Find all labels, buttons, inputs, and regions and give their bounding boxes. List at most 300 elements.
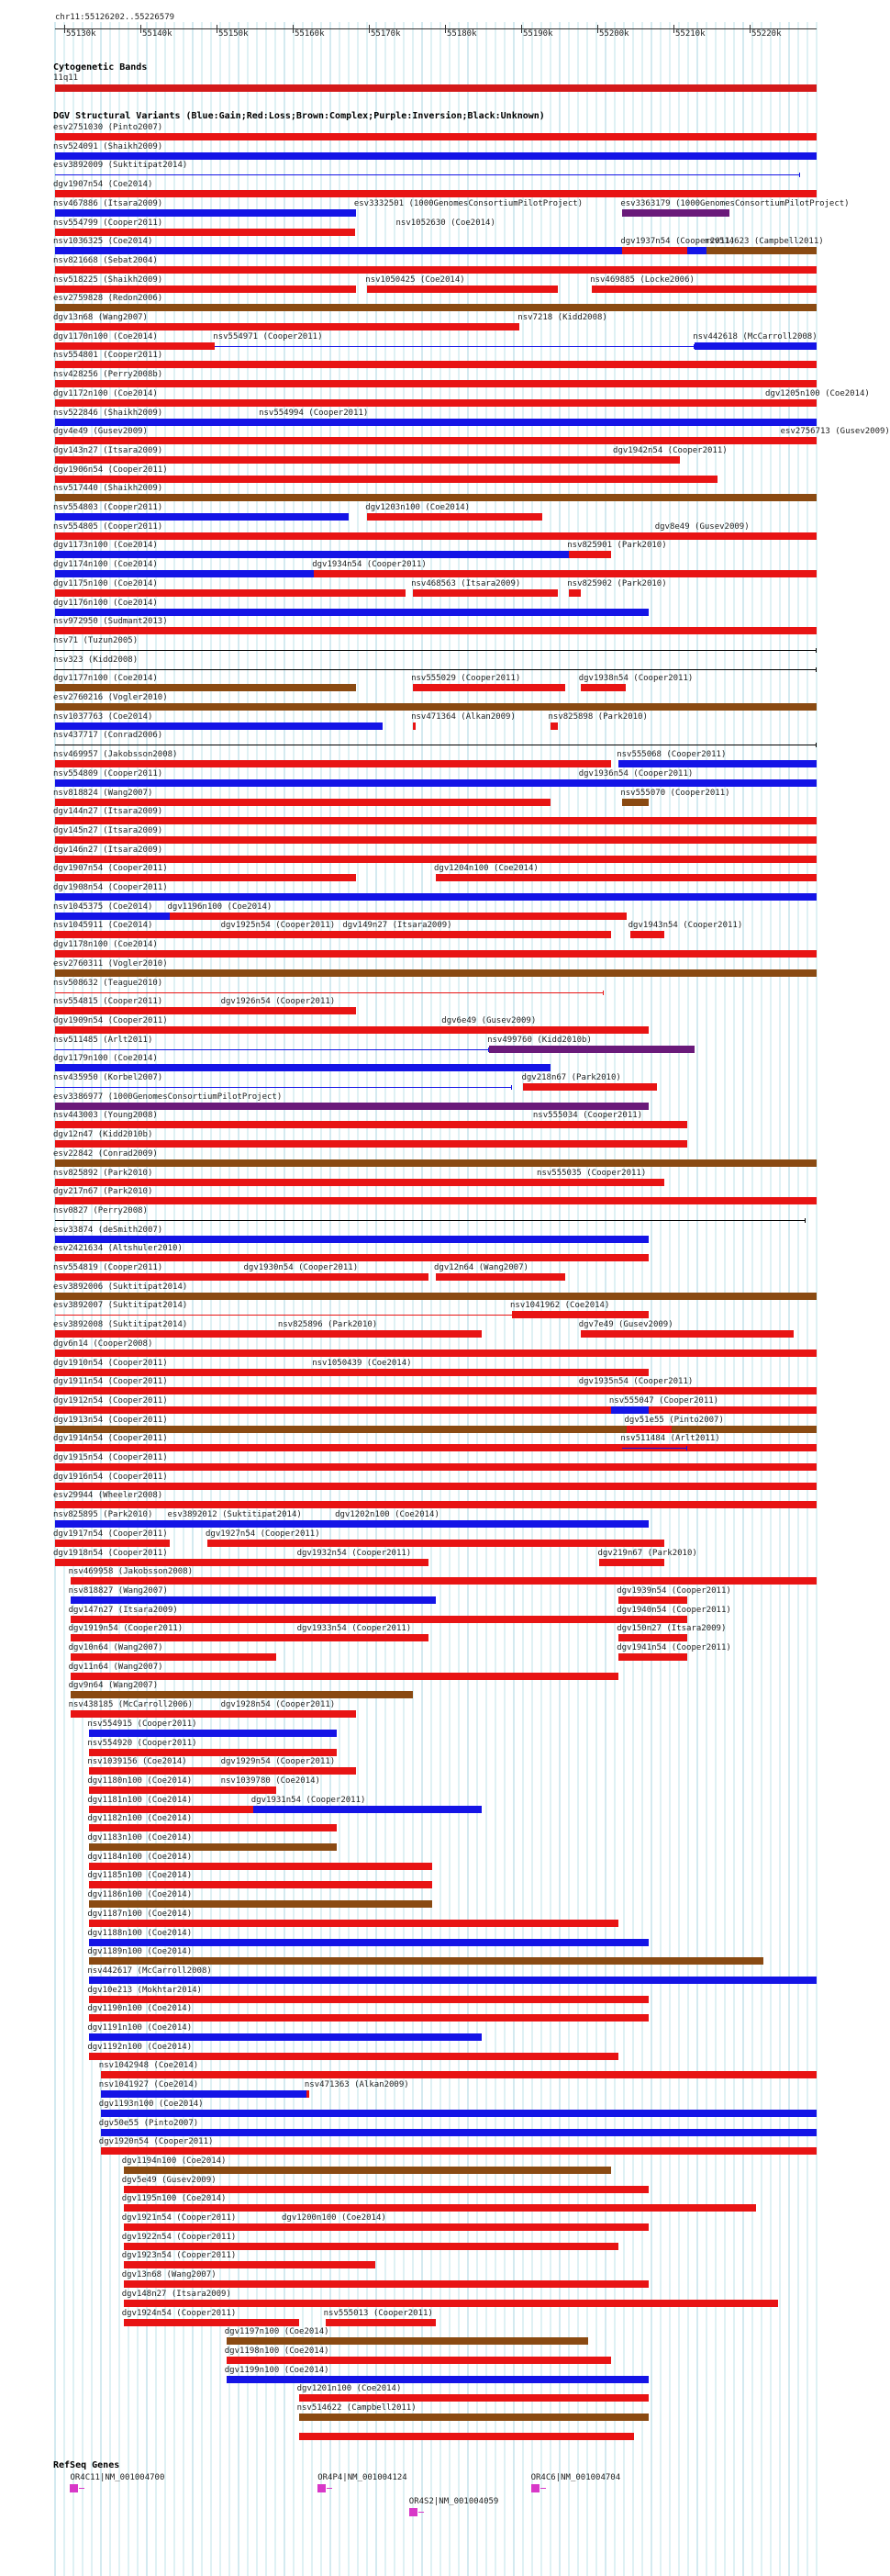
variant-label[interactable]: dgv1176n100 (Coe2014) bbox=[53, 598, 158, 608]
variant-label[interactable]: nsv972950 (Sudmant2013) bbox=[53, 617, 168, 627]
variant-bar[interactable] bbox=[55, 1520, 170, 1528]
variant-label[interactable]: nsv825901 (Park2010) bbox=[567, 541, 667, 551]
variant-label[interactable]: nsv511485 (Arlt2011) bbox=[53, 1035, 153, 1045]
variant-bar[interactable] bbox=[55, 551, 573, 558]
variant-label[interactable]: nsv437717 (Conrad2006) bbox=[53, 731, 163, 741]
variant-bar[interactable] bbox=[314, 570, 817, 577]
variant-bar[interactable] bbox=[55, 799, 551, 806]
variant-label[interactable]: dgv1199n100 (Coe2014) bbox=[224, 2365, 329, 2375]
variant-label[interactable]: nsv428256 (Perry2008b) bbox=[53, 370, 163, 380]
variant-label[interactable]: nsv514623 (Campbell2011) bbox=[704, 237, 824, 247]
variant-bar[interactable] bbox=[223, 1007, 356, 1014]
variant-label[interactable]: esv3892012 (Suktitipat2014) bbox=[167, 1510, 302, 1520]
variant-bar[interactable] bbox=[89, 1920, 618, 1927]
variant-label[interactable]: esv2421634 (Altshuler2010) bbox=[53, 1244, 183, 1254]
variant-label[interactable]: nsv555029 (Cooper2011) bbox=[411, 674, 521, 684]
variant-label[interactable]: nsv818824 (Wang2007) bbox=[53, 788, 153, 798]
variant-bar[interactable] bbox=[627, 1426, 673, 1433]
variant-label[interactable]: dgv1202n100 (Coe2014) bbox=[335, 1510, 439, 1520]
variant-bar[interactable] bbox=[170, 1520, 338, 1528]
variant-label[interactable]: dgv12n47 (Kidd2010b) bbox=[53, 1130, 153, 1140]
variant-label[interactable]: dgv1906n54 (Cooper2011) bbox=[53, 465, 168, 475]
variant-label[interactable]: nsv468563 (Itsara2009) bbox=[411, 578, 521, 588]
variant-label[interactable]: dgv1177n100 (Coe2014) bbox=[53, 674, 158, 684]
variant-bar[interactable] bbox=[618, 1653, 687, 1661]
variant-label[interactable]: dgv1180n100 (Coe2014) bbox=[87, 1775, 193, 1786]
gene-exon[interactable] bbox=[409, 2508, 417, 2516]
variant-bar[interactable] bbox=[592, 286, 817, 293]
variant-label[interactable]: dgv1916n54 (Cooper2011) bbox=[53, 1472, 168, 1482]
variant-label[interactable]: dgv1172n100 (Coe2014) bbox=[53, 388, 158, 398]
variant-bar[interactable] bbox=[55, 304, 817, 311]
variant-label[interactable]: esv3892009 (Suktitipat2014) bbox=[53, 161, 188, 171]
variant-label[interactable]: esv33874 (deSmith2007) bbox=[53, 1225, 163, 1235]
variant-label[interactable]: esv2760311 (Vogler2010) bbox=[53, 958, 168, 969]
variant-bar[interactable] bbox=[539, 1179, 657, 1186]
variant-bar[interactable] bbox=[618, 760, 817, 767]
variant-label[interactable]: nsv1039780 (Coe2014) bbox=[220, 1775, 320, 1786]
variant-bar[interactable] bbox=[89, 1786, 222, 1794]
variant-label[interactable]: dgv1914n54 (Cooper2011) bbox=[53, 1434, 168, 1444]
variant-bar[interactable] bbox=[55, 1463, 817, 1471]
variant-label[interactable]: nsv1041962 (Coe2014) bbox=[510, 1301, 610, 1311]
variant-label[interactable]: nsv435950 (Korbel2007) bbox=[53, 1073, 163, 1082]
variant-bar[interactable] bbox=[89, 2033, 481, 2041]
variant-line[interactable] bbox=[55, 1087, 512, 1088]
variant-bar[interactable] bbox=[55, 722, 383, 730]
variant-bar[interactable] bbox=[436, 1273, 565, 1281]
variant-bar[interactable] bbox=[124, 2300, 779, 2307]
variant-bar[interactable] bbox=[413, 589, 558, 597]
variant-bar[interactable] bbox=[55, 152, 817, 160]
variant-bar[interactable] bbox=[55, 476, 718, 483]
variant-label[interactable]: dgv1178n100 (Coe2014) bbox=[53, 940, 158, 950]
variant-label[interactable]: dgv1939n54 (Cooper2011) bbox=[617, 1585, 731, 1596]
variant-label[interactable]: dgv148n27 (Itsara2009) bbox=[121, 2289, 231, 2299]
variant-bar[interactable] bbox=[367, 286, 558, 293]
variant-bar[interactable] bbox=[55, 779, 817, 787]
variant-label[interactable]: nsv71 (Tuzun2005) bbox=[53, 635, 139, 645]
variant-label[interactable]: nsv1037763 (Coe2014) bbox=[53, 711, 153, 722]
variant-label[interactable]: dgv1907n54 (Cooper2011) bbox=[53, 864, 168, 874]
variant-label[interactable]: dgv1915n54 (Cooper2011) bbox=[53, 1453, 168, 1462]
variant-bar[interactable] bbox=[535, 1121, 650, 1128]
variant-bar[interactable] bbox=[101, 2129, 817, 2136]
variant-label[interactable]: nsv518225 (Shaikh2009) bbox=[53, 274, 163, 285]
variant-label[interactable]: nsv469958 (Jakobsson2008) bbox=[68, 1567, 194, 1577]
variant-bar[interactable] bbox=[89, 1957, 763, 1965]
variant-label[interactable]: dgv1201n100 (Coe2014) bbox=[296, 2384, 402, 2394]
variant-label[interactable]: dgv1923n54 (Cooper2011) bbox=[121, 2251, 237, 2261]
variant-label[interactable]: nsv554799 (Cooper2011) bbox=[53, 218, 163, 228]
variant-label[interactable]: esv2760216 (Vogler2010) bbox=[53, 693, 168, 702]
variant-label[interactable]: nsv323 (Kidd2008) bbox=[53, 655, 139, 665]
variant-label[interactable]: esv3892008 (Suktitipat2014) bbox=[53, 1320, 188, 1330]
variant-label[interactable]: esv3892007 (Suktitipat2014) bbox=[53, 1301, 188, 1311]
gene-exon[interactable] bbox=[70, 2484, 78, 2492]
variant-label[interactable]: nsv1039156 (Coe2014) bbox=[87, 1757, 187, 1767]
variant-bar[interactable] bbox=[55, 969, 817, 977]
variant-label[interactable]: dgv7e49 (Gusev2009) bbox=[578, 1320, 673, 1330]
variant-line[interactable] bbox=[55, 1220, 806, 1221]
variant-line[interactable] bbox=[55, 1049, 489, 1050]
variant-bar[interactable] bbox=[55, 532, 817, 540]
variant-bar[interactable] bbox=[55, 190, 817, 197]
variant-bar[interactable] bbox=[55, 1540, 170, 1547]
variant-label[interactable]: dgv1186n100 (Coe2014) bbox=[87, 1890, 193, 1900]
variant-label[interactable]: dgv143n27 (Itsara2009) bbox=[53, 445, 163, 455]
variant-bar[interactable] bbox=[569, 589, 580, 597]
variant-bar[interactable] bbox=[55, 1444, 817, 1451]
variant-label[interactable]: esv3892006 (Suktitipat2014) bbox=[53, 1282, 188, 1292]
variant-label[interactable]: dgv1909n54 (Cooper2011) bbox=[53, 1015, 168, 1025]
variant-bar[interactable] bbox=[55, 817, 817, 824]
variant-label[interactable]: nsv555035 (Cooper2011) bbox=[537, 1168, 647, 1178]
variant-label[interactable]: dgv1929n54 (Cooper2011) bbox=[220, 1757, 336, 1767]
variant-label[interactable]: nsv1036325 (Coe2014) bbox=[53, 237, 153, 247]
variant-bar[interactable] bbox=[55, 1426, 817, 1433]
variant-label[interactable]: nsv0827 (Perry2008) bbox=[53, 1205, 148, 1215]
variant-bar[interactable] bbox=[630, 931, 664, 938]
variant-bar[interactable] bbox=[337, 1520, 649, 1528]
variant-label[interactable]: dgv1920n54 (Cooper2011) bbox=[98, 2137, 214, 2147]
variant-label[interactable]: nsv554819 (Cooper2011) bbox=[53, 1263, 163, 1272]
variant-bar[interactable] bbox=[71, 1634, 299, 1641]
variant-bar[interactable] bbox=[581, 1330, 794, 1338]
variant-label[interactable]: dgv1919n54 (Cooper2011) bbox=[68, 1624, 184, 1634]
gene-label[interactable]: OR4C11|NM_001004700 bbox=[70, 2473, 165, 2482]
variant-bar[interactable] bbox=[413, 722, 416, 730]
variant-label[interactable]: dgv219n67 (Park2010) bbox=[597, 1548, 697, 1558]
variant-label[interactable]: nsv554920 (Cooper2011) bbox=[87, 1738, 197, 1748]
variant-label[interactable]: nsv555034 (Cooper2011) bbox=[532, 1111, 643, 1121]
variant-label[interactable]: nsv1050439 (Coe2014) bbox=[312, 1358, 412, 1368]
variant-bar[interactable] bbox=[170, 913, 627, 920]
variant-label[interactable]: dgv217n67 (Park2010) bbox=[53, 1187, 153, 1197]
variant-bar[interactable] bbox=[246, 1273, 428, 1281]
variant-bar[interactable] bbox=[55, 266, 817, 274]
variant-label[interactable]: dgv1942n54 (Cooper2011) bbox=[613, 445, 728, 455]
variant-bar[interactable] bbox=[299, 2433, 634, 2440]
variant-bar[interactable] bbox=[436, 874, 817, 881]
variant-label[interactable]: dgv144n27 (Itsara2009) bbox=[53, 807, 163, 817]
variant-label[interactable]: dgv1187n100 (Coe2014) bbox=[87, 1909, 193, 1919]
variant-label[interactable]: dgv146n27 (Itsara2009) bbox=[53, 845, 163, 855]
variant-bar[interactable] bbox=[367, 513, 542, 521]
variant-bar[interactable] bbox=[55, 609, 649, 616]
variant-bar[interactable] bbox=[55, 589, 406, 597]
variant-label[interactable]: esv3386977 (1000GenomesConsortiumPilotProject) bbox=[53, 1092, 283, 1102]
variant-label[interactable]: dgv1938n54 (Cooper2011) bbox=[578, 674, 694, 684]
variant-bar[interactable] bbox=[89, 1996, 649, 2003]
variant-label[interactable]: nsv1045375 (Coe2014) bbox=[53, 902, 153, 912]
variant-label[interactable]: nsv443003 (Young2008) bbox=[53, 1111, 158, 1121]
variant-bar[interactable] bbox=[55, 570, 322, 577]
variant-bar[interactable] bbox=[413, 684, 565, 691]
variant-label[interactable]: dgv1198n100 (Coe2014) bbox=[224, 2346, 329, 2356]
variant-label[interactable]: nsv442617 (McCarroll2008) bbox=[87, 1966, 212, 1976]
variant-bar[interactable] bbox=[581, 1387, 641, 1394]
variant-label[interactable]: dgv1911n54 (Cooper2011) bbox=[53, 1377, 168, 1387]
variant-label[interactable]: nsv499760 (Kidd2010b) bbox=[487, 1035, 592, 1045]
gene-exon[interactable] bbox=[317, 2484, 326, 2492]
variant-bar[interactable] bbox=[89, 1900, 432, 1908]
variant-bar[interactable] bbox=[55, 760, 611, 767]
variant-label[interactable]: dgv1922n54 (Cooper2011) bbox=[121, 2232, 237, 2242]
variant-label[interactable]: dgv6n14 (Cooper2008) bbox=[53, 1338, 153, 1349]
variant-bar[interactable] bbox=[55, 1140, 687, 1148]
variant-label[interactable]: nsv508632 (Teague2010) bbox=[53, 978, 163, 988]
variant-label[interactable]: nsv825896 (Park2010) bbox=[277, 1320, 378, 1330]
variant-label[interactable]: nsv1050425 (Coe2014) bbox=[365, 274, 465, 285]
variant-bar[interactable] bbox=[55, 229, 355, 236]
variant-label[interactable]: esv2756713 (Gusev2009) bbox=[780, 427, 890, 437]
variant-bar[interactable] bbox=[55, 913, 170, 920]
variant-bar[interactable] bbox=[55, 1501, 817, 1508]
variant-bar[interactable] bbox=[253, 1806, 482, 1813]
variant-label[interactable]: dgv1184n100 (Coe2014) bbox=[87, 1852, 193, 1862]
variant-label[interactable]: esv3332501 (1000GenomesConsortiumPilotProject) bbox=[353, 198, 584, 208]
variant-label[interactable]: nsv554803 (Cooper2011) bbox=[53, 503, 163, 512]
variant-bar[interactable] bbox=[55, 893, 817, 901]
variant-bar[interactable] bbox=[124, 2243, 619, 2250]
variant-bar[interactable] bbox=[622, 209, 729, 217]
variant-label[interactable]: dgv1190n100 (Coe2014) bbox=[87, 2004, 193, 2014]
variant-label[interactable]: dgv1943n54 (Cooper2011) bbox=[628, 921, 743, 931]
variant-label[interactable]: nsv554971 (Cooper2011) bbox=[213, 331, 323, 342]
variant-label[interactable]: dgv1931n54 (Cooper2011) bbox=[250, 1795, 366, 1805]
variant-bar[interactable] bbox=[284, 2223, 649, 2231]
variant-label[interactable]: dgv11n64 (Wang2007) bbox=[68, 1662, 163, 1672]
variant-label[interactable]: dgv10e213 (Mokhtar2014) bbox=[87, 1985, 202, 1995]
variant-label[interactable]: nsv554805 (Cooper2011) bbox=[53, 521, 163, 532]
variant-label[interactable]: dgv1918n54 (Cooper2011) bbox=[53, 1548, 168, 1558]
variant-label[interactable]: dgv50e55 (Pinto2007) bbox=[98, 2118, 199, 2128]
variant-bar[interactable] bbox=[124, 2280, 650, 2288]
variant-bar[interactable] bbox=[55, 1254, 649, 1261]
variant-label[interactable]: dgv1941n54 (Cooper2011) bbox=[617, 1643, 731, 1652]
variant-label[interactable]: dgv1189n100 (Coe2014) bbox=[87, 1947, 193, 1957]
variant-bar[interactable] bbox=[55, 361, 817, 368]
variant-label[interactable]: dgv1204n100 (Coe2014) bbox=[434, 864, 539, 874]
variant-bar[interactable] bbox=[55, 437, 817, 444]
variant-label[interactable]: dgv1203n100 (Coe2014) bbox=[365, 503, 471, 512]
variant-bar[interactable] bbox=[89, 2014, 649, 2022]
variant-bar[interactable] bbox=[55, 399, 817, 407]
variant-label[interactable]: dgv1182n100 (Coe2014) bbox=[87, 1814, 193, 1824]
variant-bar[interactable] bbox=[695, 342, 817, 350]
variant-label[interactable]: dgv147n27 (Itsara2009) bbox=[68, 1605, 178, 1615]
variant-bar[interactable] bbox=[55, 1197, 817, 1204]
variant-bar[interactable] bbox=[55, 931, 223, 938]
variant-label[interactable]: nsv438185 (McCarroll2006) bbox=[68, 1700, 194, 1710]
gene-label[interactable]: OR4C6|NM_001004704 bbox=[530, 2473, 621, 2482]
variant-label[interactable]: esv3363179 (1000GenomesConsortiumPilotProject) bbox=[620, 198, 850, 208]
variant-label[interactable]: dgv1932n54 (Cooper2011) bbox=[296, 1548, 412, 1558]
variant-label[interactable]: dgv218n67 (Park2010) bbox=[521, 1073, 621, 1082]
variant-bar[interactable] bbox=[55, 1007, 223, 1014]
variant-bar[interactable] bbox=[101, 2090, 306, 2098]
variant-bar[interactable] bbox=[227, 2376, 650, 2383]
variant-bar[interactable] bbox=[55, 684, 356, 691]
variant-bar[interactable] bbox=[611, 1406, 650, 1414]
variant-label[interactable]: nsv467886 (Itsara2009) bbox=[53, 198, 163, 208]
variant-bar[interactable] bbox=[618, 1634, 687, 1641]
variant-bar[interactable] bbox=[581, 779, 641, 787]
variant-line[interactable] bbox=[215, 346, 695, 347]
variant-bar[interactable] bbox=[55, 836, 817, 844]
variant-label[interactable]: nsv1045911 (Coe2014) bbox=[53, 921, 153, 931]
variant-label[interactable]: dgv4e49 (Gusev2009) bbox=[53, 427, 148, 437]
variant-bar[interactable] bbox=[223, 931, 345, 938]
variant-bar[interactable] bbox=[124, 2204, 756, 2212]
variant-label[interactable]: esv2751030 (Pinto2007) bbox=[53, 123, 163, 132]
variant-label[interactable]: nsv471364 (Alkan2009) bbox=[411, 711, 516, 722]
variant-bar[interactable] bbox=[89, 1881, 432, 1888]
variant-label[interactable]: nsv555070 (Cooper2011) bbox=[620, 788, 730, 798]
variant-label[interactable]: nsv555068 (Cooper2011) bbox=[617, 750, 727, 760]
variant-bar[interactable] bbox=[55, 133, 817, 140]
variant-label[interactable]: dgv1173n100 (Coe2014) bbox=[53, 541, 158, 551]
variant-line[interactable] bbox=[55, 650, 817, 651]
variant-bar[interactable] bbox=[299, 2414, 650, 2421]
variant-bar[interactable] bbox=[89, 1939, 649, 1946]
variant-bar[interactable] bbox=[223, 1710, 356, 1718]
variant-label[interactable]: nsv469885 (Locke2006) bbox=[590, 274, 695, 285]
variant-bar[interactable] bbox=[55, 1103, 649, 1110]
variant-label[interactable]: dgv1170n100 (Coe2014) bbox=[53, 331, 158, 342]
variant-bar[interactable] bbox=[489, 1046, 695, 1053]
variant-bar[interactable] bbox=[55, 380, 817, 387]
variant-line[interactable] bbox=[55, 669, 817, 670]
variant-label[interactable]: dgv13n68 (Wang2007) bbox=[53, 313, 148, 322]
variant-bar[interactable] bbox=[299, 1559, 428, 1566]
variant-bar[interactable] bbox=[227, 2337, 588, 2345]
variant-label[interactable]: esv2759828 (Redon2006) bbox=[53, 294, 163, 304]
variant-label[interactable]: dgv1933n54 (Cooper2011) bbox=[296, 1624, 412, 1634]
variant-label[interactable]: dgv1937n54 (Cooper2011) bbox=[620, 237, 735, 247]
variant-bar[interactable] bbox=[55, 247, 817, 254]
variant-label[interactable]: dgv1927n54 (Cooper2011) bbox=[206, 1529, 320, 1539]
variant-label[interactable]: dgv1913n54 (Cooper2011) bbox=[53, 1415, 168, 1425]
variant-bar[interactable] bbox=[55, 1406, 817, 1414]
variant-label[interactable]: dgv1936n54 (Cooper2011) bbox=[578, 768, 694, 778]
variant-label[interactable]: dgv1917n54 (Cooper2011) bbox=[53, 1529, 168, 1539]
variant-bar[interactable] bbox=[55, 286, 356, 293]
variant-label[interactable]: dgv149n27 (Itsara2009) bbox=[342, 921, 452, 931]
variant-label[interactable]: nsv1052630 (Coe2014) bbox=[395, 218, 495, 228]
variant-label[interactable]: dgv6e49 (Gusev2009) bbox=[441, 1015, 537, 1025]
variant-label[interactable]: dgv1179n100 (Coe2014) bbox=[53, 1054, 158, 1064]
variant-label[interactable]: nsv554801 (Cooper2011) bbox=[53, 351, 163, 361]
variant-bar[interactable] bbox=[55, 1387, 817, 1394]
variant-line[interactable] bbox=[55, 174, 800, 175]
variant-bar[interactable] bbox=[55, 1350, 817, 1357]
variant-bar[interactable] bbox=[55, 874, 356, 881]
variant-bar[interactable] bbox=[55, 703, 817, 711]
variant-bar[interactable] bbox=[551, 722, 558, 730]
variant-label[interactable]: dgv1191n100 (Coe2014) bbox=[87, 2023, 193, 2033]
variant-label[interactable]: esv29944 (Wheeler2008) bbox=[53, 1491, 163, 1501]
variant-bar[interactable] bbox=[71, 1691, 414, 1698]
variant-bar[interactable] bbox=[299, 1634, 428, 1641]
variant-bar[interactable] bbox=[207, 1540, 664, 1547]
variant-bar[interactable] bbox=[71, 1577, 817, 1585]
variant-bar[interactable] bbox=[55, 1236, 649, 1243]
variant-bar[interactable] bbox=[55, 1159, 817, 1167]
variant-label[interactable]: dgv1940n54 (Cooper2011) bbox=[617, 1605, 731, 1615]
variant-bar[interactable] bbox=[124, 2223, 284, 2231]
variant-label[interactable]: dgv12n64 (Wang2007) bbox=[434, 1263, 528, 1272]
variant-label[interactable]: dgv1181n100 (Coe2014) bbox=[87, 1795, 193, 1805]
variant-bar[interactable] bbox=[227, 2357, 611, 2364]
variant-label[interactable]: nsv522846 (Shaikh2009) bbox=[53, 408, 163, 418]
variant-label[interactable]: nsv825898 (Park2010) bbox=[548, 711, 648, 722]
variant-bar[interactable] bbox=[89, 1767, 222, 1775]
variant-bar[interactable] bbox=[55, 323, 519, 330]
variant-line[interactable] bbox=[622, 1448, 687, 1449]
variant-bar[interactable] bbox=[124, 2186, 650, 2193]
variant-bar[interactable] bbox=[71, 1616, 664, 1623]
variant-bar[interactable] bbox=[306, 2090, 309, 2098]
variant-label[interactable]: dgv1175n100 (Coe2014) bbox=[53, 578, 158, 588]
variant-bar[interactable] bbox=[280, 1330, 482, 1338]
variant-label[interactable]: dgv1200n100 (Coe2014) bbox=[282, 2213, 386, 2223]
variant-label[interactable]: dgv13n68 (Wang2007) bbox=[121, 2270, 217, 2280]
variant-bar[interactable] bbox=[55, 1330, 280, 1338]
variant-label[interactable]: nsv555047 (Cooper2011) bbox=[608, 1395, 719, 1406]
variant-bar[interactable] bbox=[326, 2319, 436, 2326]
variant-bar[interactable] bbox=[261, 419, 817, 426]
variant-label[interactable]: dgv1174n100 (Coe2014) bbox=[53, 560, 158, 570]
variant-bar[interactable] bbox=[55, 1273, 246, 1281]
variant-bar[interactable] bbox=[512, 1311, 649, 1318]
variant-label[interactable]: dgv1188n100 (Coe2014) bbox=[87, 1928, 193, 1938]
variant-bar[interactable] bbox=[55, 1559, 299, 1566]
variant-label[interactable]: dgv10n64 (Wang2007) bbox=[68, 1643, 163, 1652]
variant-bar[interactable] bbox=[622, 247, 687, 254]
variant-label[interactable]: nsv469957 (Jakobsson2008) bbox=[53, 750, 178, 760]
variant-bar[interactable] bbox=[89, 1806, 252, 1813]
variant-label[interactable]: nsv821668 (Sebat2004) bbox=[53, 255, 158, 265]
variant-bar[interactable] bbox=[706, 247, 817, 254]
variant-label[interactable]: dgv1907n54 (Coe2014) bbox=[53, 180, 153, 190]
variant-bar[interactable] bbox=[55, 1064, 551, 1071]
variant-label[interactable]: nsv511484 (Arlt2011) bbox=[620, 1434, 720, 1444]
variant-label[interactable]: nsv554915 (Cooper2011) bbox=[87, 1719, 197, 1729]
variant-bar[interactable] bbox=[299, 2394, 650, 2402]
variant-bar[interactable] bbox=[124, 2261, 375, 2268]
variant-bar[interactable] bbox=[55, 950, 817, 958]
variant-bar[interactable] bbox=[71, 1673, 619, 1680]
variant-label[interactable]: dgv1926n54 (Cooper2011) bbox=[220, 997, 336, 1007]
variant-label[interactable]: dgv1205n100 (Coe2014) bbox=[765, 388, 870, 398]
variant-bar[interactable] bbox=[55, 1369, 314, 1376]
variant-bar[interactable] bbox=[89, 1977, 817, 1984]
variant-label[interactable]: nsv1042948 (Coe2014) bbox=[98, 2061, 199, 2071]
gene-label[interactable]: OR4S2|NM_001004059 bbox=[408, 2497, 499, 2506]
variant-label[interactable]: dgv1194n100 (Coe2014) bbox=[121, 2156, 227, 2166]
variant-bar[interactable] bbox=[89, 1843, 337, 1851]
variant-label[interactable]: dgv1196n100 (Coe2014) bbox=[167, 902, 273, 912]
variant-label[interactable]: dgv1192n100 (Coe2014) bbox=[87, 2042, 193, 2052]
variant-bar[interactable] bbox=[101, 2071, 817, 2078]
variant-bar[interactable] bbox=[55, 1026, 649, 1034]
variant-label[interactable]: nsv7218 (Kidd2008) bbox=[517, 313, 607, 322]
gene-label[interactable]: OR4P4|NM_001004124 bbox=[317, 2473, 407, 2482]
variant-label[interactable]: dgv1197n100 (Coe2014) bbox=[224, 2327, 329, 2337]
variant-bar[interactable] bbox=[55, 209, 356, 217]
